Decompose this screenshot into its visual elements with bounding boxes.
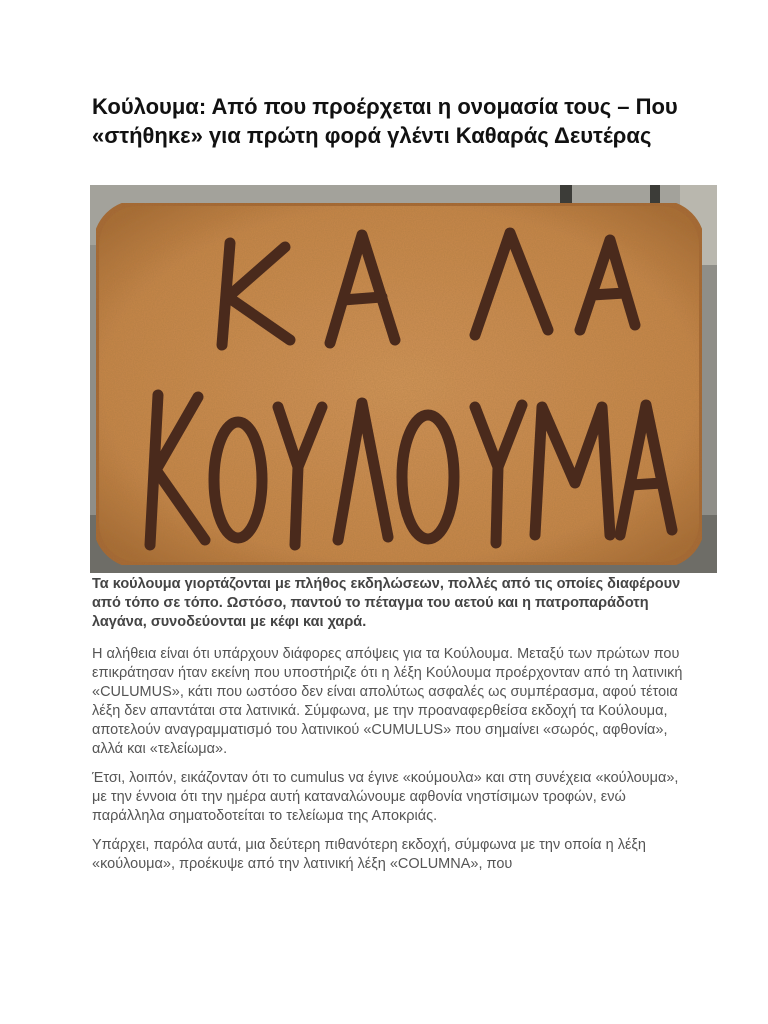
image-caption: Τα κούλουμα γιορτάζονται με πλήθος εκδηλώσεων, πολλές από τις οποίες διαφέρουν από τόπο σε τόπο. Ωστόσο, παντού το πέταγμα του αετού και η πατροπαράδοτη λαγάνα, συνοδεύονται με κέφι και χαρά. [92, 576, 681, 630]
article-hero-image [90, 185, 717, 573]
paragraph: Υπάρχει, παρόλα αυτά, μια δεύτερη πιθανότερη εκδοχή, σύμφωνα με την οποία η λέξη «κούλουμα», προέκυψε από την λατινική λέξη «COLUMNA», που [92, 837, 646, 872]
page-title: Κούλουμα: Από που προέρχεται η ονομασία τους – Που «στήθηκε» για πρώτη φορά γλέντι Καθαράς Δευτέρας [92, 94, 678, 148]
article-body [92, 645, 692, 884]
lagana-bread-photo [90, 185, 717, 573]
paragraph: Η αλήθεια είναι ότι υπάρχουν διάφορες απόψεις για τα Κούλουμα. Μεταξύ των πρώτων που επικράτησαν ήταν εκείνη που υποστήριζε ότι η λέξη Κούλουμα προέρχονταν από τη λατινική «CULUMUS», κάτι που ωστόσο δεν είναι απολύτως ασφαλές ως συμπέρασμα, αφού τέτοια λέξη δεν απαντάται στα λατινικά. Σύμφωνα, με την προαναφερθείσα εκδοχή τα Κούλουμα, αποτελούν αναγραμματισμό του λατινικού «CUMULUS» που σημαίνει «σωρός, αφθονία», αλλά και «τελείωμα». [92, 646, 683, 757]
paragraph: Έτσι, λοιπόν, εικάζονταν ότι το cumulus να έγινε «κούμουλα» και στη συνέχεια «κούλουμα», με την έννοια ότι την ημέρα αυτή καταναλώνουμε αφθονία νηστίσιμων τροφών, ενώ παράλληλα σηματοδοτείται το τελείωμα της Αποκριάς. [92, 770, 679, 824]
